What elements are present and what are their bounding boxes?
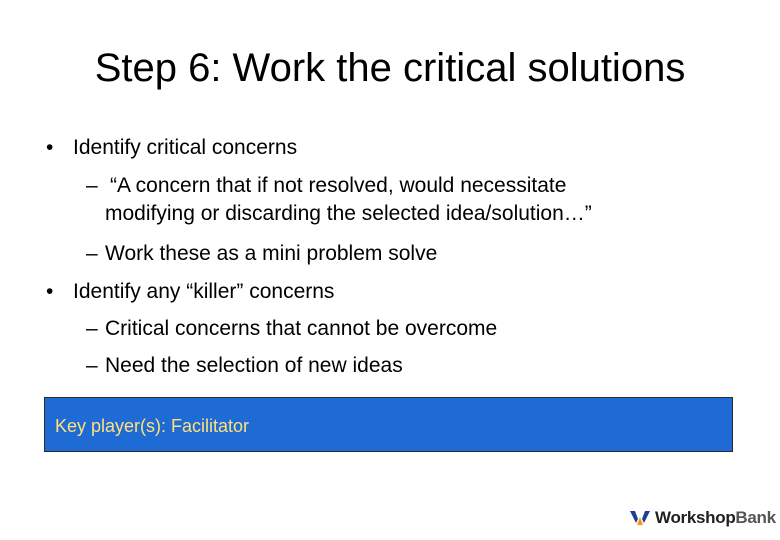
logo-brand-suffix: Bank [735,508,776,527]
sub-bullet-text-line2: modifying or discarding the selected idea/solution…” [105,202,592,225]
workshopbank-logo [630,504,776,532]
sub-bullet-item [86,240,437,268]
bullet-item [46,134,297,162]
sub-bullet-item [86,315,497,343]
logo-wordmark [655,508,776,528]
key-player-label: Key player(s): Facilitator [55,416,250,436]
slide-title: Step 6: Work the critical solutions [94,46,686,90]
sub-bullet-marker: – [86,174,98,197]
sub-bullet-item [86,352,403,380]
bullet-text: Identify critical concerns [73,136,298,159]
sub-bullet-text-line1: “A concern that if not resolved, would necessitate [110,174,567,197]
workshopbank-logo-icon [630,509,650,527]
sub-bullet-marker: – [86,242,98,265]
sub-bullet-text: Critical concerns that cannot be overcome [105,317,498,340]
bullet-item [46,278,334,306]
key-player-box [44,397,733,452]
bullet-marker: • [46,136,54,159]
logo-brand: Workshop [655,508,736,527]
bullet-text: Identify any “killer” concerns [73,280,335,303]
sub-bullet-text: Work these as a mini problem solve [105,242,438,265]
sub-bullet-marker: – [86,354,98,377]
sub-bullet-item [86,172,592,228]
sub-bullet-marker: – [86,317,98,340]
bullet-marker: • [46,280,54,303]
sub-bullet-text: Need the selection of new ideas [105,354,403,377]
